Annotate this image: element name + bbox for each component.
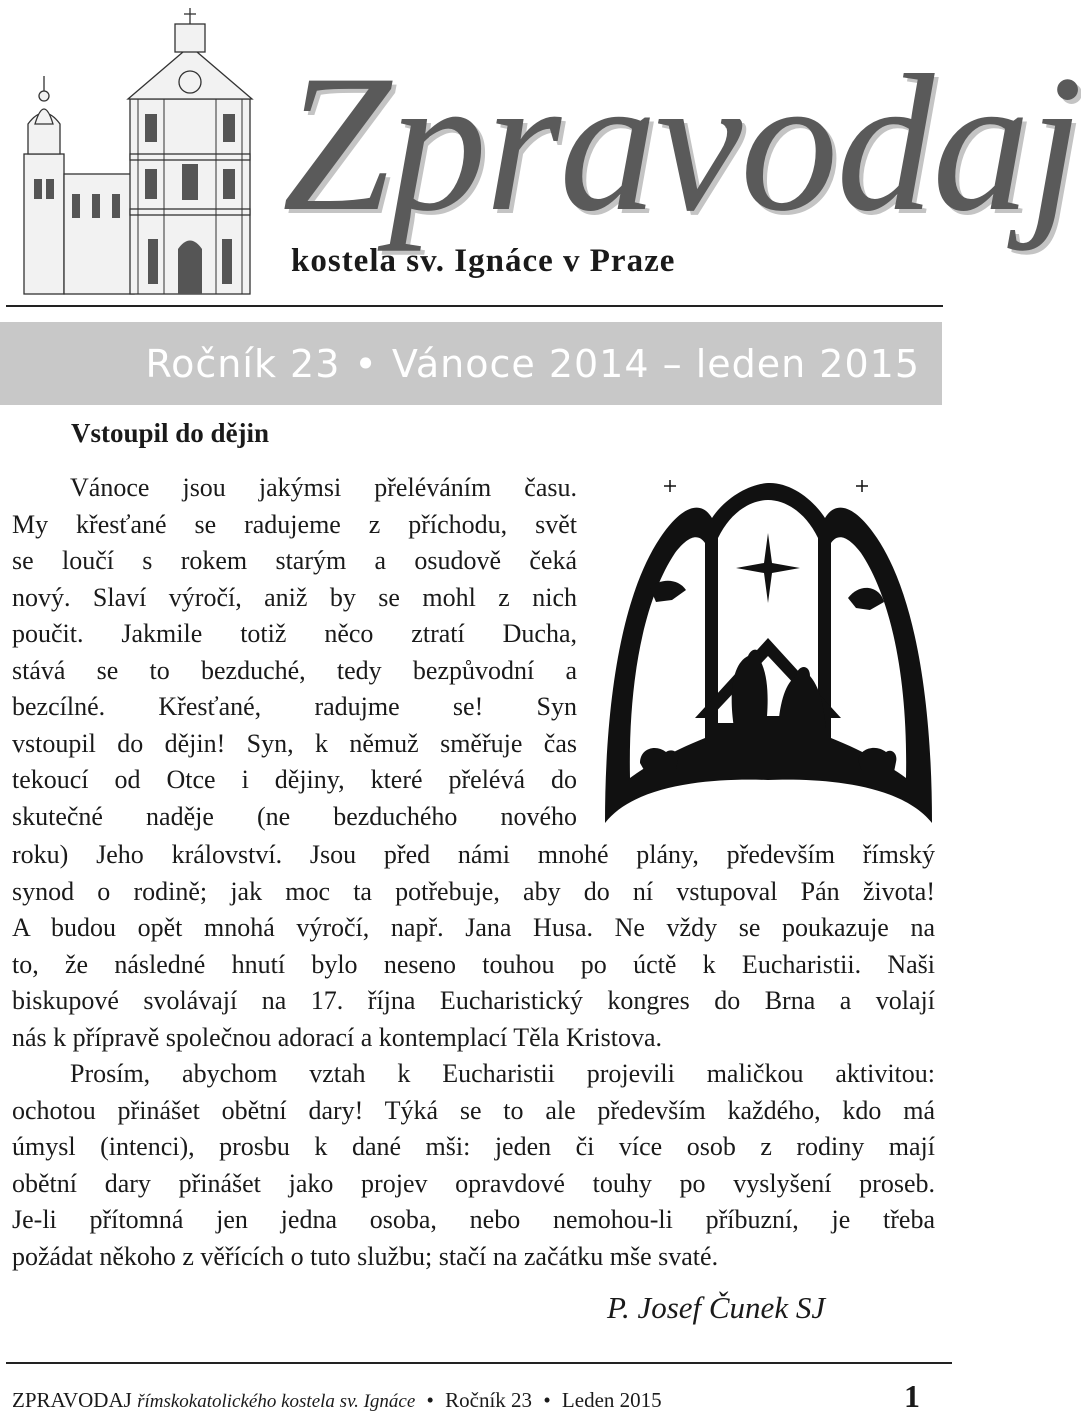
banner-separator: • bbox=[354, 342, 378, 386]
text-line: roku) Jeho království. Jsou před námi mnohé plány, především římský bbox=[12, 840, 935, 869]
issue-banner bbox=[0, 322, 942, 405]
text-line: obětní dary přinášet jako projev opravdové touhy po vyslyšení proseb. bbox=[12, 1168, 935, 1198]
text-line: stává se to bezduché, tedy bezpůvodní a bbox=[12, 655, 577, 685]
text-line: skutečné naděje (ne bezduchého nového bbox=[12, 801, 577, 831]
nativity-illustration bbox=[600, 478, 935, 828]
banner-volume: Ročník 23 bbox=[145, 342, 341, 386]
footer-name: ZPRAVODAJ bbox=[12, 1388, 132, 1412]
banner-issue: Vánoce 2014 – leden 2015 bbox=[391, 342, 920, 386]
masthead-subtitle: kostela sv. Ignáce v Praze bbox=[291, 243, 676, 279]
footer-church: římskokatolického kostela sv. Ignáce bbox=[137, 1391, 416, 1412]
text-line: poučit. Jakmile totiž něco ztratí Ducha, bbox=[12, 619, 577, 648]
text-line: to, že následné hnutí bylo neseno touhou po úctě k Eucharistii. Naši bbox=[12, 949, 935, 979]
text-line: Prosím, abychom vztah k Eucharistii projevili maličkou aktivitou: bbox=[70, 1059, 935, 1088]
text-line: biskupové svolávají na 17. října Eucharistický kongres do Brna a volají bbox=[12, 986, 935, 1015]
text-line: požádat někoho z věřících o tuto službu; stačí na začátku mše svaté. bbox=[12, 1241, 719, 1271]
text-line: se loučí s rokem starým a osudově čeká bbox=[12, 546, 577, 575]
text-line: tekoucí od Otce i dějiny, které přelévá do bbox=[12, 765, 577, 794]
author-signature: P. Josef Čunek SJ bbox=[607, 1290, 826, 1325]
text-line: ochotou přinášet obětní dary! Týká se to ale především každého, kdo má bbox=[12, 1095, 935, 1125]
footer-date: Leden 2015 bbox=[561, 1388, 662, 1412]
article-full-text bbox=[12, 837, 935, 1275]
footer-bullet: • bbox=[543, 1388, 551, 1412]
text-line: My křesťané se radujeme z příchodu, svět bbox=[12, 509, 577, 539]
text-line: synod o rodině; jak moc ta potřebuje, aby do ní vstupoval Pán života! bbox=[12, 876, 935, 906]
article-column-text bbox=[12, 470, 577, 835]
text-line: nový. Slaví výročí, aniž by se mohl z nich bbox=[12, 582, 577, 612]
church-illustration bbox=[10, 4, 255, 300]
text-line: Vánoce jsou jakýmsi přeléváním času. bbox=[70, 473, 577, 502]
text-line: vstoupil do dějin! Syn, k němuž směřuje čas bbox=[12, 728, 577, 758]
footer-bullet: • bbox=[426, 1388, 434, 1412]
page-number: 1 bbox=[904, 1378, 920, 1414]
text-line: nás k přípravě společnou adorací a kontemplací Těla Kristova. bbox=[12, 1022, 663, 1052]
top-divider bbox=[6, 305, 943, 307]
footer-volume: Ročník 23 bbox=[445, 1388, 533, 1412]
text-line: bezcílné. Křesťané, radujme se! Syn bbox=[12, 692, 577, 721]
text-line: úmysl (intenci), prosbu k dané mši: jeden či více osob z rodiny mají bbox=[12, 1132, 935, 1161]
page-footer bbox=[12, 1388, 662, 1413]
text-line: Je-li přítomná jen jedna osoba, nebo nemohou-li příbuzní, je třeba bbox=[12, 1205, 935, 1234]
bottom-divider bbox=[6, 1362, 952, 1364]
issue-banner-text bbox=[145, 342, 920, 386]
article-heading: Vstoupil do dějin bbox=[71, 418, 270, 448]
masthead-title: Zpravodaj bbox=[282, 35, 1081, 252]
text-line: A budou opět mnohá výročí, např. Jana Husa. Ne vždy se poukazuje na bbox=[12, 913, 935, 942]
